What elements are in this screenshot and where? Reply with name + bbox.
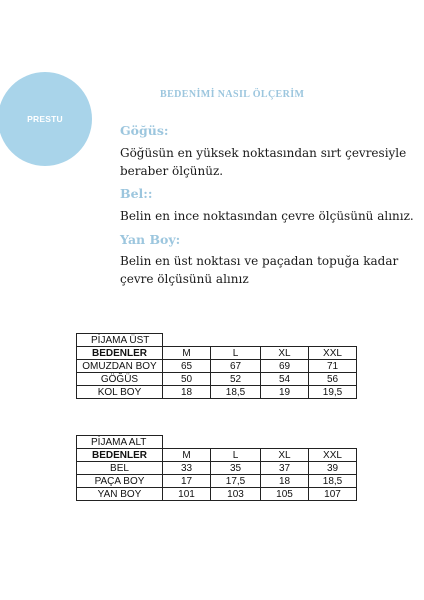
table-cell: 18,5 (309, 475, 357, 488)
table-cell: 71 (309, 360, 357, 373)
row-label: BEL (77, 462, 163, 475)
table-row (77, 488, 357, 501)
section-heading-waist: Bel:: (120, 186, 153, 201)
table-row (77, 360, 357, 373)
table-cell: 39 (309, 462, 357, 475)
table-cell: 19 (261, 386, 309, 399)
table-cell: 50 (163, 373, 211, 386)
table-cell: 101 (163, 488, 211, 501)
section-text-chest: Göğüsün en yüksek noktasından sırt çevresiyle beraber ölçünüz. (120, 146, 407, 178)
row-label: PAÇA BOY (77, 475, 163, 488)
size-header: L (211, 449, 261, 462)
table-cell: 56 (309, 373, 357, 386)
size-header: M (163, 449, 211, 462)
table-cell: 52 (211, 373, 261, 386)
table-cell: 105 (261, 488, 309, 501)
section-heading-chest: Göğüs: (120, 123, 169, 138)
row-label: OMUZDAN BOY (77, 360, 163, 373)
size-header: XXL (309, 347, 357, 360)
table-title-row (77, 436, 357, 449)
sizes-label: BEDENLER (77, 449, 163, 462)
size-header: M (163, 347, 211, 360)
table-title-row (77, 334, 357, 347)
size-table-bottom (76, 435, 357, 501)
row-label: KOL BOY (77, 386, 163, 399)
table-header-row (77, 449, 357, 462)
table-cell: 54 (261, 373, 309, 386)
table-row (77, 373, 357, 386)
brand-logo-text: PRESTU (27, 114, 63, 124)
table-row (77, 386, 357, 399)
size-table-top (76, 333, 357, 399)
table-header-row (77, 347, 357, 360)
table-cell: 69 (261, 360, 309, 373)
page-title: BEDENİMİ NASIL ÖLÇERİM (160, 89, 305, 100)
size-header: XL (261, 347, 309, 360)
size-header: XL (261, 449, 309, 462)
table-cell: 67 (211, 360, 261, 373)
table-cell: 18,5 (211, 386, 261, 399)
table-row (77, 462, 357, 475)
section-heading-side-length: Yan Boy: (120, 232, 181, 247)
row-label: GÖĞÜS (77, 373, 163, 386)
table-cell: 18 (163, 386, 211, 399)
brand-logo (0, 72, 92, 166)
table-title: PİJAMA ÜST (77, 334, 163, 347)
table-cell: 17 (163, 475, 211, 488)
table-row (77, 475, 357, 488)
table-cell: 17,5 (211, 475, 261, 488)
sizes-label: BEDENLER (77, 347, 163, 360)
row-label: YAN BOY (77, 488, 163, 501)
table-cell: 107 (309, 488, 357, 501)
table-title: PİJAMA ALT (77, 436, 163, 449)
table-cell: 18 (261, 475, 309, 488)
size-header: XXL (309, 449, 357, 462)
table-cell: 35 (211, 462, 261, 475)
table-cell: 37 (261, 462, 309, 475)
table-cell: 19,5 (309, 386, 357, 399)
section-text-side-length: Belin en üst noktası ve paçadan topuğa kadar çevre ölçüsünü alınız (120, 254, 399, 286)
table-cell: 65 (163, 360, 211, 373)
section-text-waist: Belin en ince noktasından çevre ölçüsünü alınız. (120, 209, 414, 223)
table-cell: 103 (211, 488, 261, 501)
size-header: L (211, 347, 261, 360)
table-cell: 33 (163, 462, 211, 475)
